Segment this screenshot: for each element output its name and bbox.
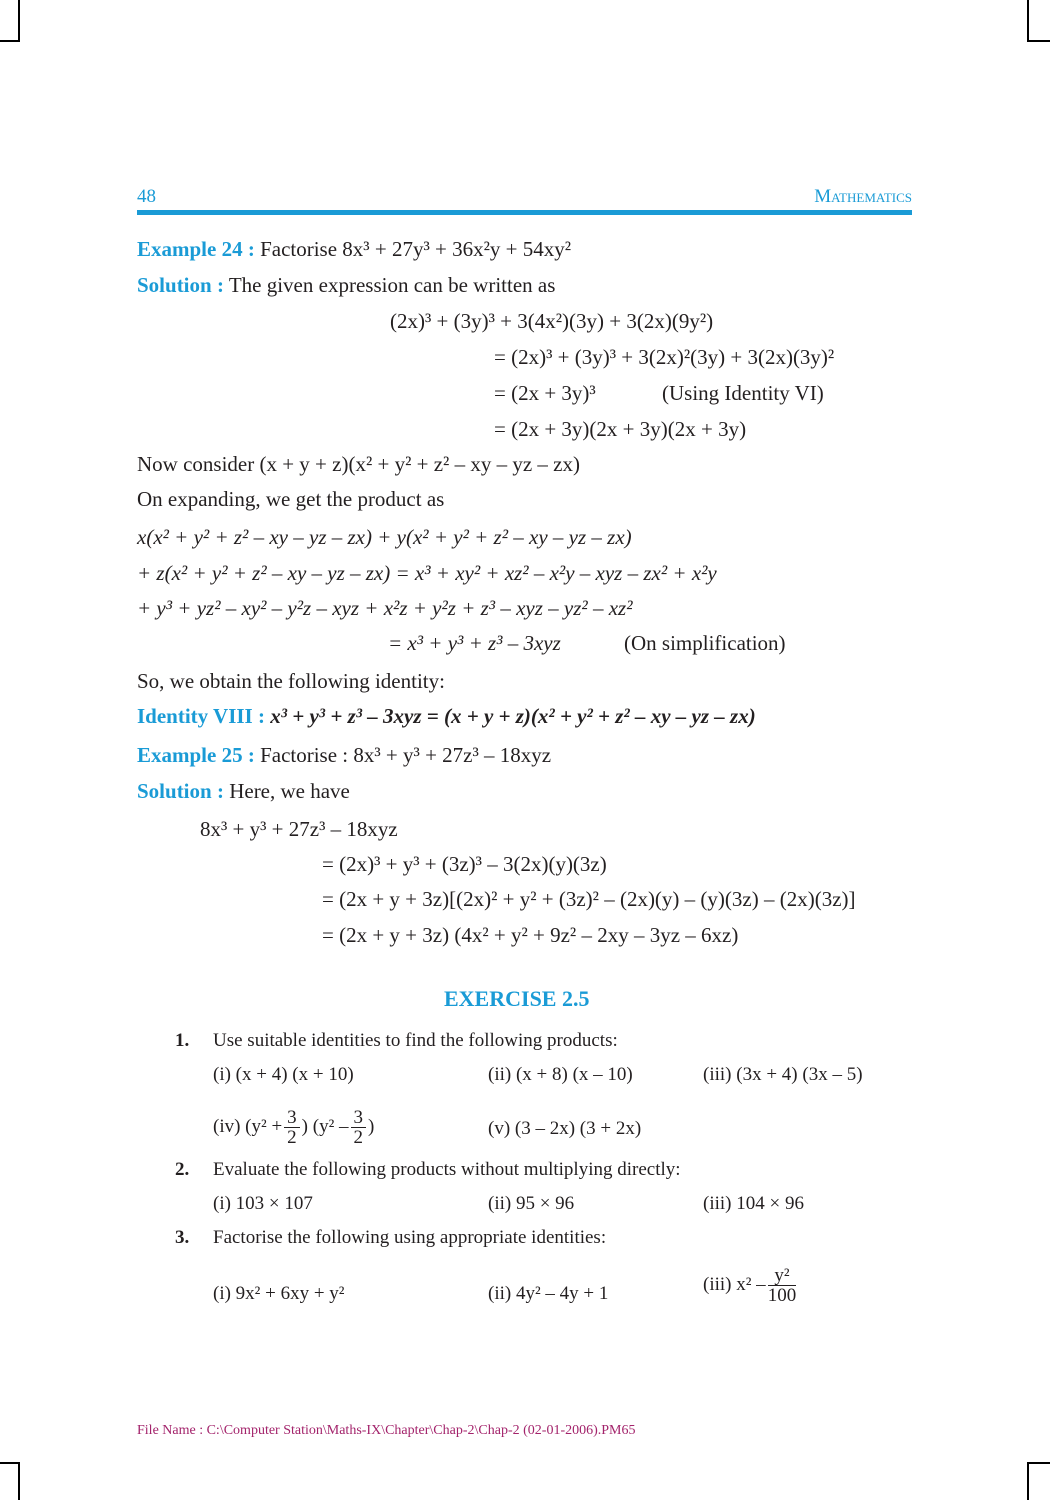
q1-v: (v) (3 – 2x) (3 + 2x)	[488, 1118, 642, 1139]
example-25	[137, 742, 551, 768]
q1-iii: (iii) (3x + 4) (3x – 5)	[703, 1064, 863, 1085]
header-rule	[137, 210, 912, 215]
crop-mark-top-right-v	[1027, 0, 1029, 42]
example-25-step-2: = (2x + y + 3z) (4x² + y² + 9z² – 2xy – 3yz – 6xz)	[322, 923, 739, 947]
crop-mark-top-left-v	[18, 0, 20, 42]
q1-i: (i) (x + 4) (x + 10)	[213, 1064, 354, 1085]
exercise-title: EXERCISE 2.5	[444, 986, 590, 1011]
solution-25	[137, 778, 350, 804]
q3-ii: (ii) 4y² – 4y + 1	[488, 1283, 609, 1304]
example-24-step-0: (2x)³ + (3y)³ + 3(4x²)(3y) + 3(2x)(9y²)	[390, 309, 714, 333]
q2-iii: (iii) 104 × 96	[703, 1193, 804, 1214]
q3-number: 3.	[175, 1227, 190, 1248]
page-number: 48	[137, 186, 156, 207]
q1-iv-end: )	[368, 1116, 375, 1137]
obtain-line: So, we obtain the following identity:	[137, 669, 445, 693]
fraction-y-squared-over-100	[768, 1266, 797, 1305]
fraction-numerator: 3	[284, 1108, 300, 1128]
example-24-step-1: = (2x)³ + (3y)³ + 3(2x)²(3y) + 3(2x)(3y)²	[494, 345, 835, 369]
fraction-three-halves-2	[351, 1108, 367, 1147]
crop-mark-bottom-left-h	[0, 1462, 20, 1464]
consider-line: Now consider (x + y + z)(x² + y² + z² – xy – yz – zx)	[137, 452, 580, 476]
solution-24	[137, 272, 555, 298]
solution-25-label: Solution :	[137, 779, 224, 803]
example-25-label: Example 25 :	[137, 743, 255, 767]
crop-mark-bottom-right-h	[1027, 1462, 1050, 1464]
fraction-denominator: 2	[353, 1127, 364, 1149]
expansion-line-1: x(x² + y² + z² – xy – yz – zx) + y(x² + y² + z² – xy – yz – zx)	[137, 525, 632, 549]
simplified-result: = x³ + y³ + z³ – 3xyz	[388, 631, 561, 655]
expanding-line: On expanding, we get the product as	[137, 487, 445, 511]
example-25-step-1: = (2x + y + 3z)[(2x)² + y² + (3z)² – (2x)(y) – (y)(3z) – (2x)(3z)]	[322, 887, 856, 911]
q1-number: 1.	[175, 1030, 190, 1051]
fraction-numerator: 3	[351, 1108, 367, 1128]
expansion-line-3: + y³ + yz² – xy² – y²z – xyz + x²z + y²z + z³ – xyz – yz² – xz²	[137, 596, 633, 620]
q3-iii	[703, 1263, 798, 1307]
example-25-step-0: = (2x)³ + y³ + (3z)³ – 3(2x)(y)(3z)	[322, 852, 607, 876]
crop-mark-bottom-right-v	[1027, 1462, 1029, 1500]
running-title: Mathematics	[814, 186, 912, 207]
fraction-denominator: 2	[287, 1127, 297, 1149]
fraction-three-halves	[284, 1108, 300, 1147]
q2-text: Evaluate the following products without multiplying directly:	[213, 1159, 681, 1180]
q1-text: Use suitable identities to find the following products:	[213, 1030, 618, 1051]
q3-i: (i) 9x² + 6xy + y²	[213, 1283, 345, 1304]
identity-viii-formula: x³ + y³ + z³ – 3xyz = (x + y + z)(x² + y² + z² – xy – yz – zx)	[270, 704, 756, 728]
example-24-text: Factorise 8x³ + 27y³ + 36x²y + 54xy²	[260, 237, 572, 261]
expansion-line-2: + z(x² + y² + z² – xy – yz – zx) = x³ + xy² + xz² – x²y – xyz – zx² + x²y	[137, 561, 717, 585]
solution-25-text: Here, we have	[229, 779, 350, 803]
q3-iii-start: (iii) x² –	[703, 1274, 766, 1295]
q1-iv-middle: ) (y² –	[301, 1116, 349, 1137]
fraction-denominator: 100	[767, 1285, 797, 1307]
example-24	[137, 236, 571, 262]
example-24-label: Example 24 :	[137, 237, 255, 261]
example-24-step-2: = (2x + 3y)³	[494, 381, 596, 405]
q2-number: 2.	[175, 1159, 190, 1180]
example-24-note: (Using Identity VI)	[662, 381, 824, 405]
q1-iv	[213, 1105, 374, 1149]
solution-24-label: Solution :	[137, 273, 224, 297]
q2-i: (i) 103 × 107	[213, 1193, 313, 1214]
example-24-step-3: = (2x + 3y)(2x + 3y)(2x + 3y)	[494, 417, 747, 441]
solution-24-text: The given expression can be written as	[228, 273, 556, 297]
footer-file-name: File Name : C:\Computer Station\Maths-IX\Chapter\Chap-2\Chap-2 (02-01-2006).PM65	[137, 1423, 636, 1438]
fraction-numerator: y²	[768, 1266, 797, 1286]
identity-viii	[137, 703, 756, 729]
crop-mark-top-left-h	[0, 40, 20, 42]
crop-mark-top-right-h	[1027, 40, 1050, 42]
example-25-line-0: 8x³ + y³ + 27z³ – 18xyz	[200, 817, 398, 841]
simplification-note: (On simplification)	[624, 631, 786, 655]
q3-text: Factorise the following using appropriate identities:	[213, 1227, 607, 1248]
q2-ii: (ii) 95 × 96	[488, 1193, 575, 1214]
q1-ii: (ii) (x + 8) (x – 10)	[488, 1064, 633, 1085]
example-25-text: Factorise : 8x³ + y³ + 27z³ – 18xyz	[260, 743, 552, 767]
crop-mark-bottom-left-v	[18, 1462, 20, 1500]
identity-viii-label: Identity VIII :	[137, 704, 265, 728]
q1-iv-start: (iv) (y² +	[213, 1116, 283, 1137]
